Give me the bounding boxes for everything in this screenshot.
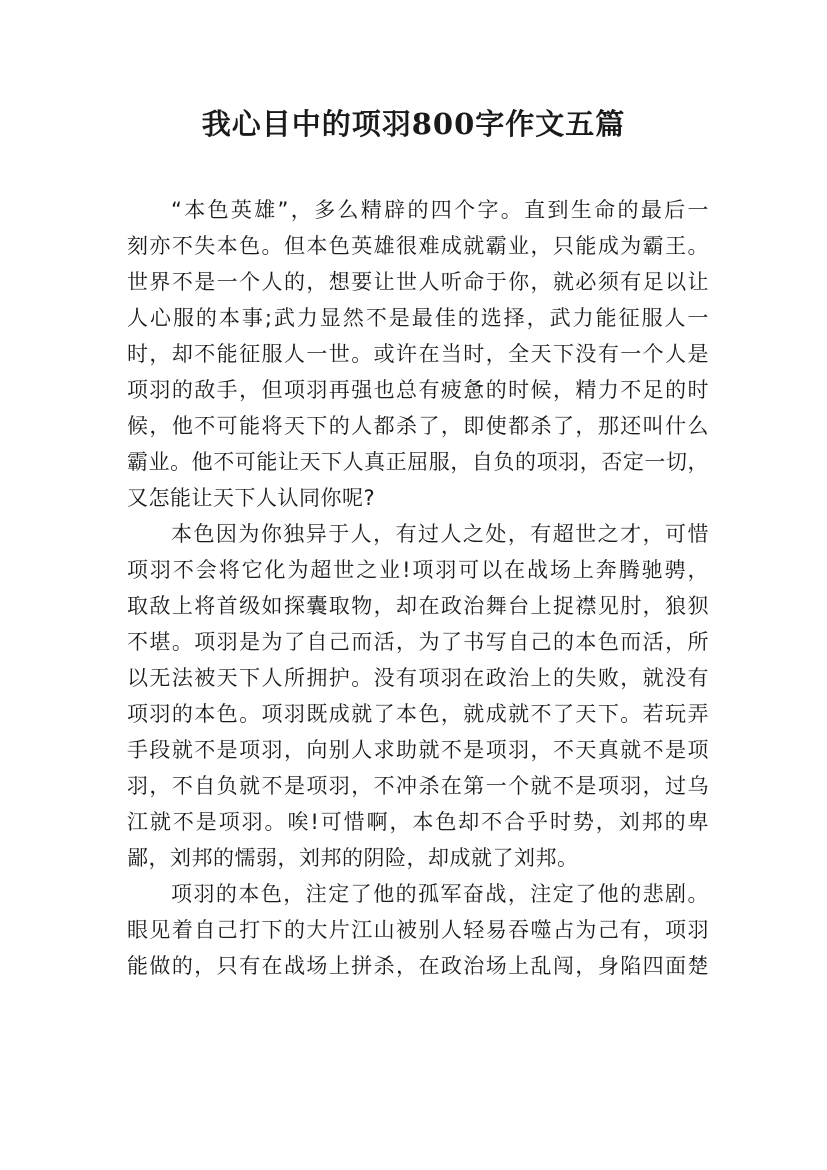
text-line: 以无法被天下人所拥护。没有项羽在政治上的失败，就没有 (127, 666, 709, 690)
text-line: 霸业。他不可能让天下人真正屈服，自负的项羽，否定一切， (127, 450, 709, 474)
text-line: 项羽的敌手，但项羽再强也总有疲惫的时候，精力不足的时 (127, 378, 709, 402)
text-line: 鄙，刘邦的懦弱，刘邦的阴险，却成就了刘邦。 (127, 846, 579, 870)
text-line: 刻亦不失本色。但本色英雄很难成就霸业，只能成为霸王。 (127, 234, 709, 258)
document-title: 我心目中的项羽800字作文五篇 (201, 107, 626, 141)
text-line: 羽，不自负就不是项羽，不冲杀在第一个就不是项羽，过乌 (127, 774, 709, 798)
text-line: 项羽的本色。项羽既成就了本色，就成就不了天下。若玩弄 (127, 702, 709, 726)
text-line: 眼见着自己打下的大片江山被别人轻易吞噬占为己有，项羽 (127, 918, 709, 942)
document-body (127, 192, 709, 984)
text-line: 本色因为你独异于人，有过人之处，有超世之才，可惜 (171, 522, 709, 546)
text-line: 又怎能让天下人认同你呢? (127, 486, 376, 510)
text-line: 取敌上将首级如探囊取物，却在政治舞台上捉襟见肘，狼狈 (127, 594, 709, 618)
text-line: 项羽不会将它化为超世之业!项羽可以在战场上奔腾驰骋， (127, 558, 709, 582)
text-line: 项羽的本色，注定了他的孤军奋战，注定了他的悲剧。 (171, 882, 709, 906)
text-line: 手段就不是项羽，向别人求助就不是项羽，不天真就不是项 (127, 738, 709, 762)
text-line: 人心服的本事;武力显然不是最佳的选择，武力能征服人一 (127, 306, 709, 330)
text-line: 候，他不可能将天下的人都杀了，即使都杀了，那还叫什么 (127, 414, 709, 438)
text-line: 不堪。项羽是为了自己而活，为了书写自己的本色而活，所 (127, 630, 709, 654)
text-line: 能做的，只有在战场上拼杀，在政治场上乱闯，身陷四面楚 (127, 954, 709, 978)
text-line: “本色英雄”，多么精辟的四个字。直到生命的最后一 (171, 198, 709, 222)
text-line: 世界不是一个人的，想要让世人听命于你，就必须有足以让 (127, 270, 709, 294)
text-line: 时，却不能征服人一世。或许在当时，全天下没有一个人是 (127, 342, 709, 366)
text-line: 江就不是项羽。唉!可惜啊，本色却不合乎时势，刘邦的卑 (127, 810, 709, 834)
